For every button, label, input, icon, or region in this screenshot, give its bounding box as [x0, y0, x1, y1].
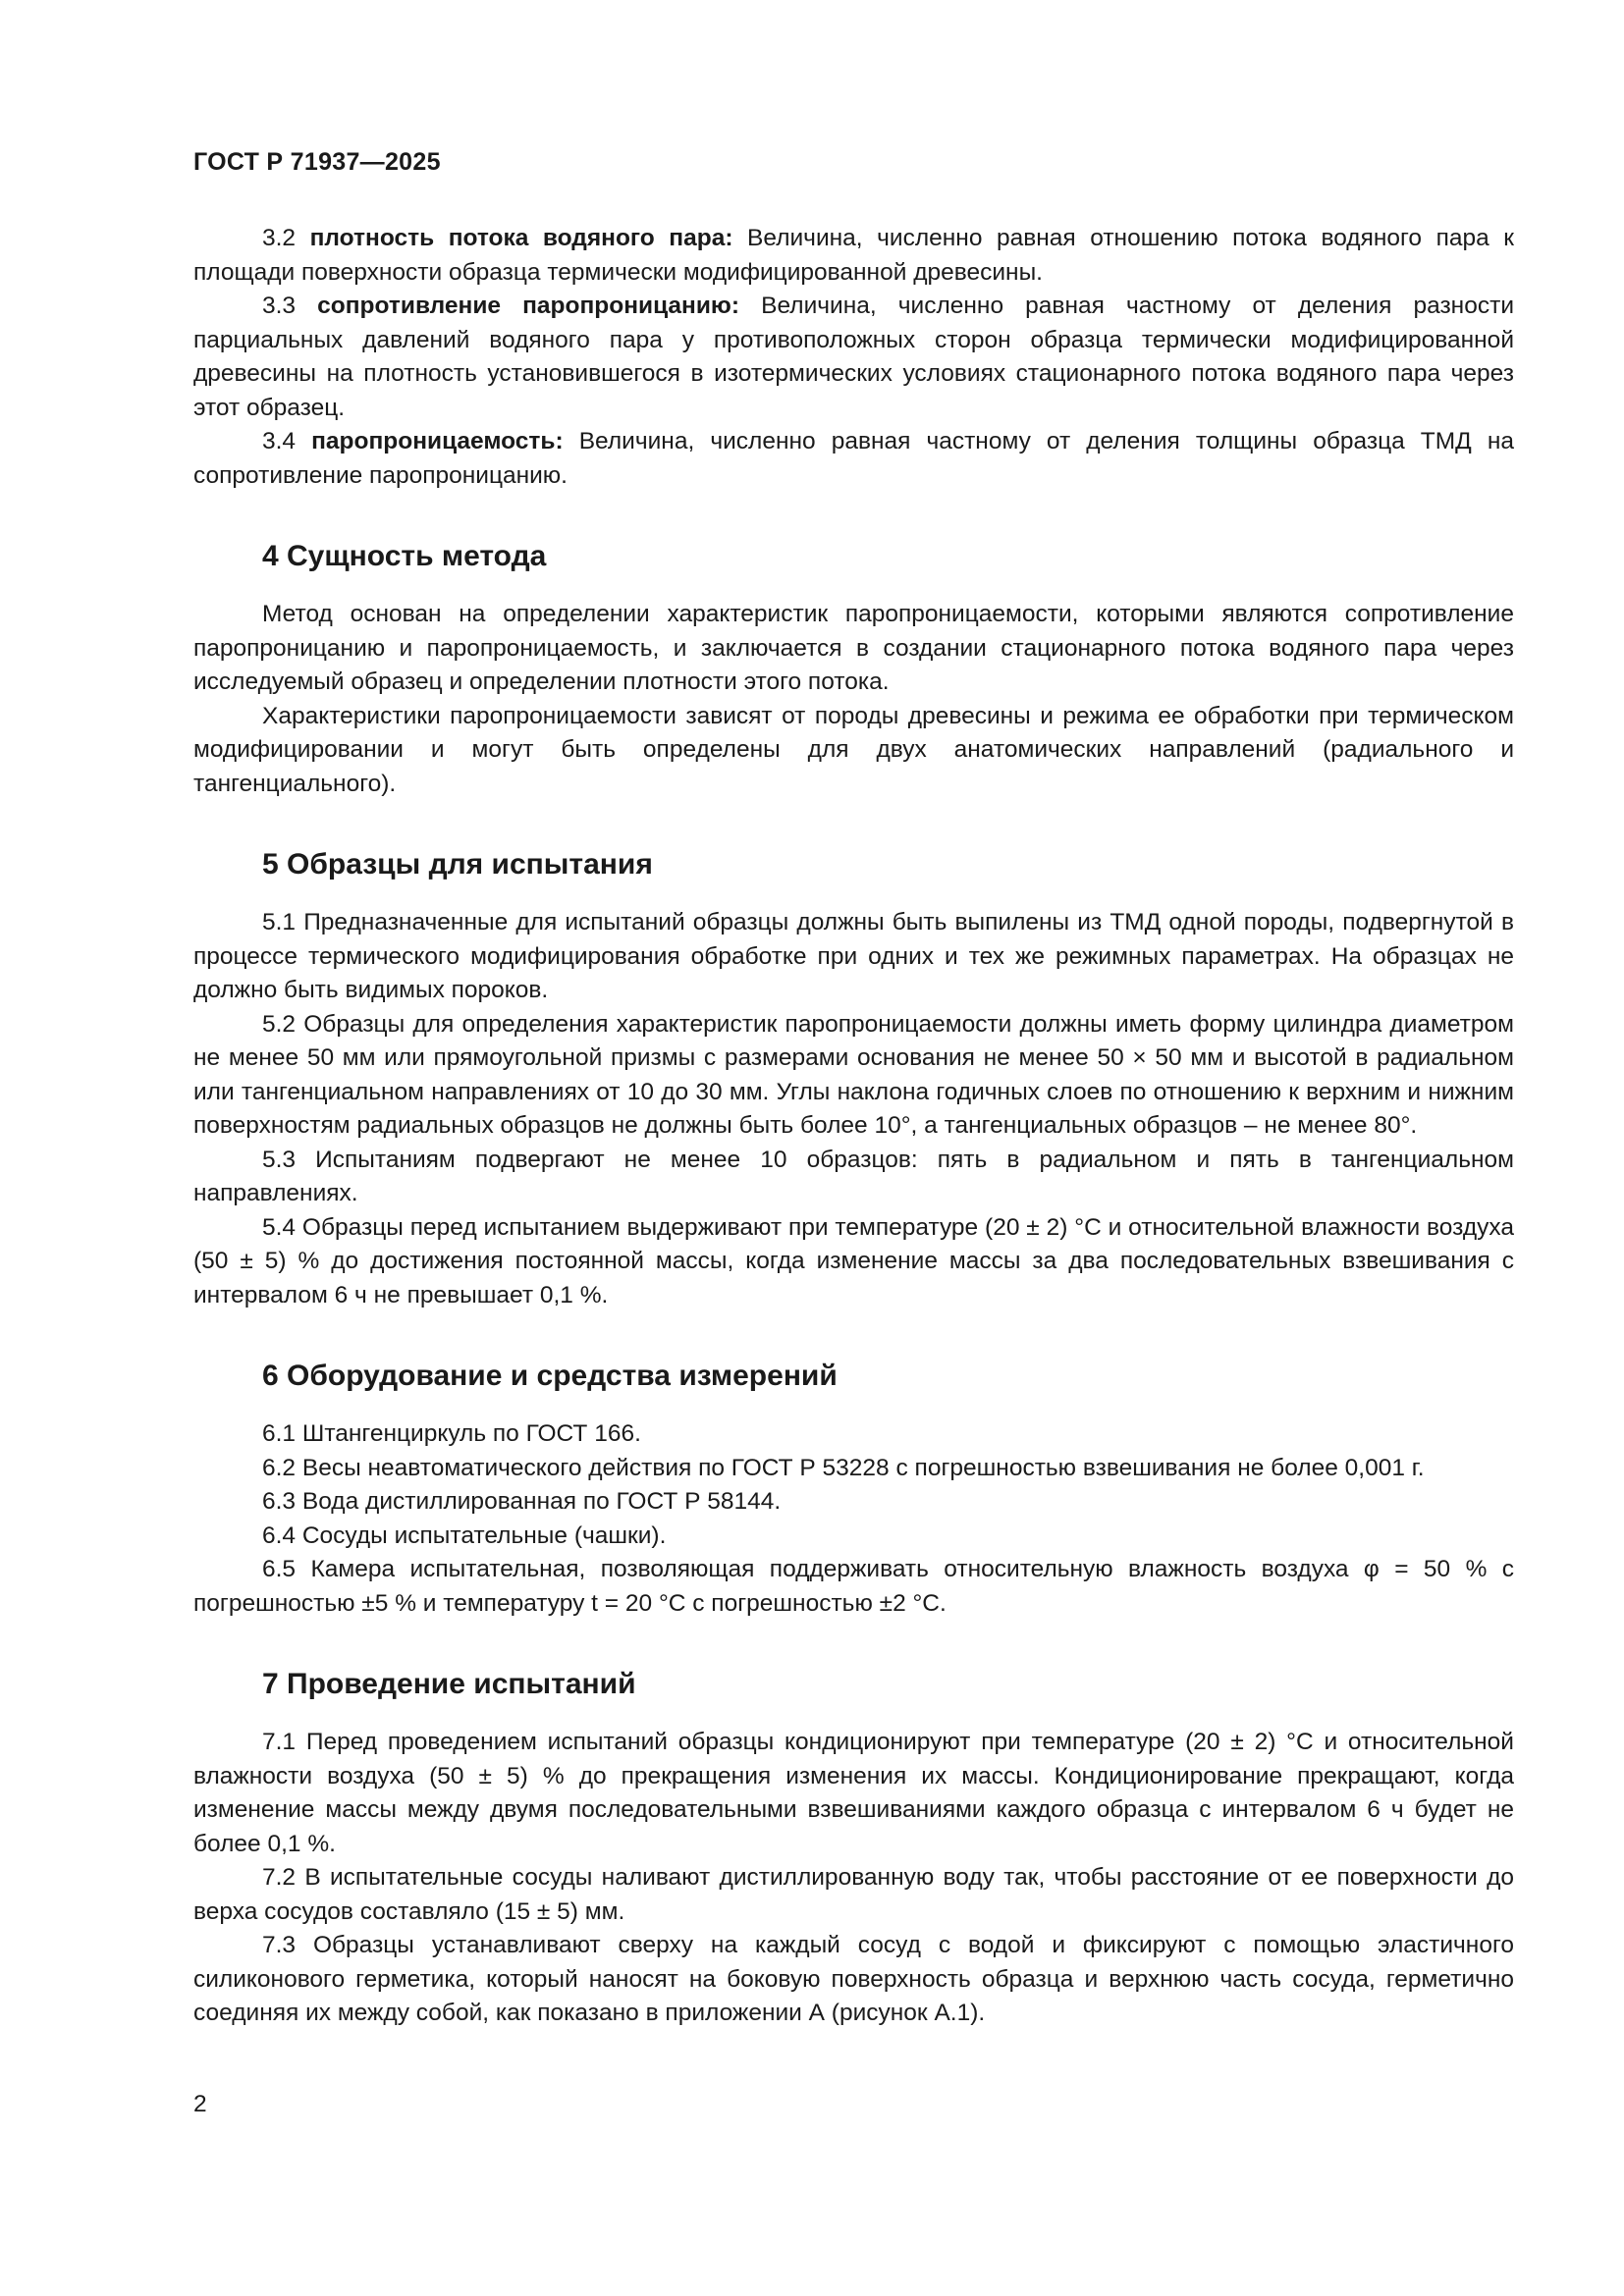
term-name: сопротивление паропроницанию: [317, 293, 740, 319]
term-3-3 [193, 290, 1514, 425]
term-number: 3.4 [262, 428, 297, 454]
section-7-heading: 7 Проведение испытаний [262, 1668, 636, 1700]
clause-7-3: 7.3 Образцы устанавливают сверху на каждый сосуд с водой и фиксируют с помощью эластичного силиконового герметика, который наносят на боковую поверхность образца и верхнюю часть сосуда, герметично соединяя их между собой, как показано в приложении А (рисунок А.1). [193, 1932, 1514, 2026]
clause-6-2: 6.2 Весы неавтоматического действия по ГОСТ Р 53228 с погрешностью взвешивания не более 0,001 г. [262, 1454, 1425, 1481]
section-4-heading: 4 Сущность метода [262, 540, 547, 572]
term-name: плотность потока водяного пара: [309, 225, 733, 251]
term-number: 3.2 [262, 225, 297, 251]
clause-5-4: 5.4 Образцы перед испытанием выдерживают при температуре (20 ± 2) °С и относительной влажности воздуха (50 ± 5) % до достижения постоянной массы, когда изменение массы за два последовательных взвешивания с интервалом 6 ч не превышает 0,1 %. [193, 1213, 1514, 1308]
page-number: 2 [193, 2091, 207, 2117]
term-definition: Величина, численно равная частному от деления толщины образца ТМД на сопротивление паропроницанию. [193, 428, 1514, 489]
section-4-paragraph: Характеристики паропроницаемости зависят от породы древесины и режима ее обработки при термическом модифицировании и могут быть определены для двух анатомических направлений (радиального и тангенциального). [193, 702, 1514, 797]
clause-6-4: 6.4 Сосуды испытательные (чашки). [262, 1522, 667, 1549]
clause-6-5: 6.5 Камера испытательная, позволяющая поддерживать относительную влажность воздуха φ = 50 % с погрешностью ±5 % и температуру t = 20 °С с погрешностью ±2 °С. [193, 1556, 1514, 1617]
clause-6-3: 6.3 Вода дистиллированная по ГОСТ Р 58144. [262, 1488, 782, 1515]
clause-7-1: 7.1 Перед проведением испытаний образцы кондиционируют при температуре (20 ± 2) °С и относительной влажности воздуха (50 ± 5) % до прекращения изменения их массы. Кондиционирование прекращают, когда изменение массы между двумя последовательными взвешиваниями каждого образца с интервалом 6 ч будет не более 0,1 %. [193, 1729, 1514, 1857]
document-body [193, 222, 1514, 2031]
term-3-4 [193, 425, 1514, 493]
clause-5-3: 5.3 Испытаниям подвергают не менее 10 образцов: пять в радиальном и пять в тангенциальном направлениях. [193, 1146, 1514, 1206]
clause-5-2: 5.2 Образцы для определения характеристик паропроницаемости должны иметь форму цилиндра диаметром не менее 50 мм или прямоугольной призмы с размерами основания не менее 50 × 50 мм и высотой в радиальном или тангенциальном направлениях от 10 до 30 мм. Углы наклона годичных слоев по отношению к верхним и нижним поверхностям радиальных образцов не должны быть более 10°, а тангенциальных образцов – не менее 80°. [193, 1010, 1514, 1139]
clause-5-1: 5.1 Предназначенные для испытаний образцы должны быть выпилены из ТМД одной породы, подвергнутой в процессе термического модифицирования обработке при одних и тех же режимных параметрах. На образцах не должно быть видимых пороков. [193, 909, 1514, 1003]
term-definition: Величина, численно равная частному от деления разности парциальных давлений водяного пара у противоположных сторон образца термически модифицированной древесины на плотность установившегося в изотермических условиях стационарного потока водяного пара через этот образец. [193, 293, 1514, 421]
clause-7-2: 7.2 В испытательные сосуды наливают дистиллированную воду так, чтобы расстояние от ее поверхности до верха сосудов составляло (15 ± 5) мм. [193, 1864, 1514, 1925]
term-definition: Величина, численно равная отношению потока водяного пара к площади поверхности образца термически модифицированной древесины. [193, 225, 1515, 286]
document-id-header: ГОСТ Р 71937—2025 [193, 148, 441, 176]
section-4-paragraph: Метод основан на определении характеристик паропроницаемости, которыми являются сопротивление паропроницанию и паропроницаемость, и заключается в создании стационарного потока водяного пара через исследуемый образец и определении плотности этого потока. [193, 601, 1514, 695]
clause-6-1: 6.1 Штангенциркуль по ГОСТ 166. [262, 1420, 641, 1447]
section-5-heading: 5 Образцы для испытания [262, 848, 653, 881]
term-3-2 [193, 222, 1514, 290]
term-number: 3.3 [262, 293, 297, 319]
term-name: паропроницаемость: [311, 428, 564, 454]
section-6-heading: 6 Оборудование и средства измерений [262, 1360, 838, 1392]
